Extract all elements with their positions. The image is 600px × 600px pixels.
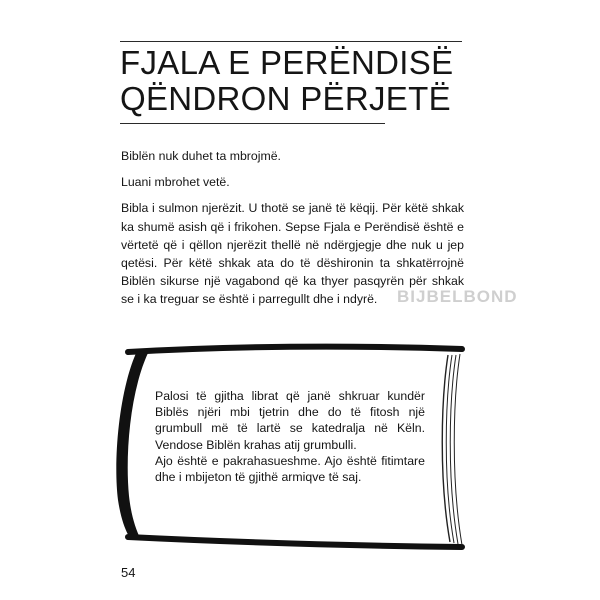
page-number: 54 [121,565,136,580]
book-page-edges [442,354,462,545]
book-bottom-edge [128,537,462,547]
book-spine [116,351,148,540]
watermark: BIJBELBOND [397,287,518,306]
paragraph-3: Bibla i sulmon njerëzit. U thotë se janë të këqij. Për këtë shkak ka shumë asish që i frikohen. Sepse Fjala e Perëndisë është e vërtetë që i qëllon njerëzit thellë në ndërgjegje dhe nuk u jep qetësi. Për këtë shkak ata do të dëshironin ta shkatërrojnë Biblën sikurse një vagabond që ka thyer pasqyrën për shkak se i ka treguar se është i parregullt dhe i ndyrë. [121,201,464,307]
paragraph-2: Luani mbrohet vetë. [121,175,230,190]
book-text [155,388,425,485]
paragraph-1: Biblën nuk duhet ta mbrojmë. [121,149,281,163]
book-paragraph-1: Palosi të gjitha librat që janë shkruar kundër Biblës njëri mbi tjetrin dhe do të fitosh një grumbull më të lartë se katedralja në Këln. Vendose Biblën krahas atij grumbulli. [155,389,425,452]
book-paragraph-2: Ajo është e pakrahasueshme. Ajo është fitimtare dhe i mbijeton të gjithë armiqve të saj. [155,453,425,485]
page-title-line-2: QËNDRON PËRJETË [120,80,451,117]
book-top-edge [128,347,462,352]
page-title-line-1: FJALA E PERËNDISË [120,44,454,81]
